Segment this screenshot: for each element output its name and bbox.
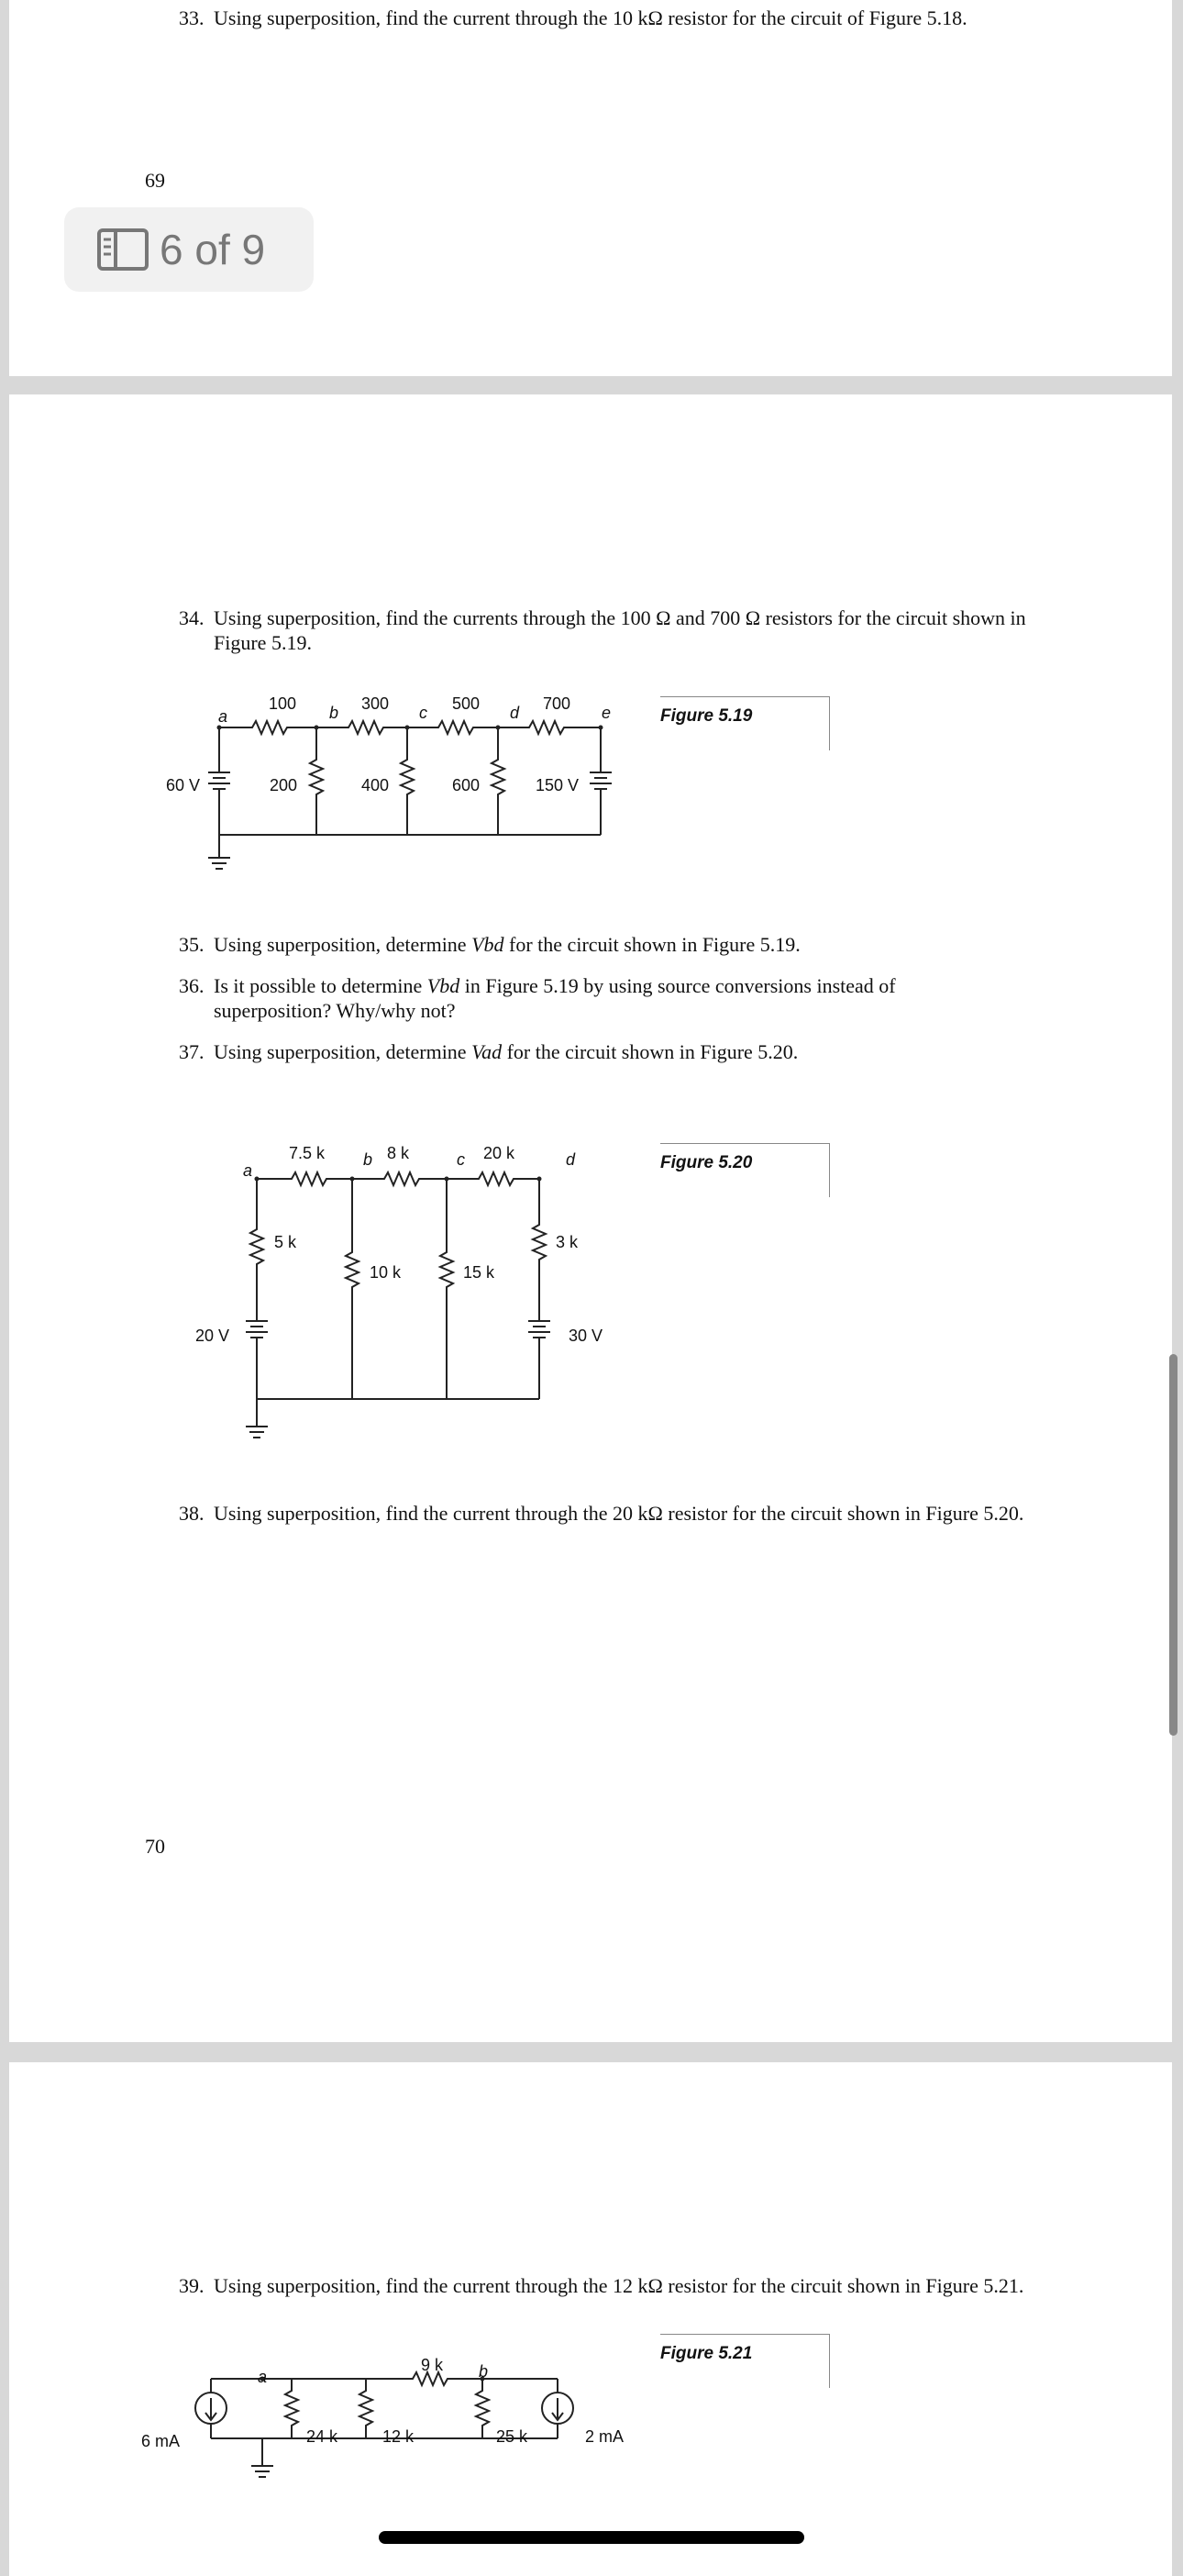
- home-indicator[interactable]: [379, 2531, 804, 2544]
- fig520-label-d: d: [566, 1150, 576, 1169]
- label-25k: 25 k: [496, 2427, 528, 2446]
- label-150v: 150 V: [536, 776, 580, 794]
- label-24k: 24 k: [306, 2427, 338, 2446]
- label-node-a: a: [218, 707, 228, 726]
- label-400: 400: [361, 776, 390, 794]
- fig521-label-a: a: [258, 2368, 268, 2386]
- fig521-resistor-25k: [476, 2379, 489, 2438]
- page-counter[interactable]: [64, 207, 314, 292]
- question-36: 36. Is it possible to determine Vbd in Figure 5.19 by using source conversions instead of superposition? Why/why not?: [179, 974, 896, 1022]
- label-700: 700: [543, 694, 571, 713]
- variable-vbd: Vbd: [471, 933, 504, 956]
- label-100: 100: [269, 694, 297, 713]
- variable-vad: Vad: [471, 1040, 503, 1063]
- label-node-c: c: [419, 704, 427, 722]
- source-60v: [208, 727, 601, 869]
- page-number: 70: [145, 1835, 165, 1858]
- arrow-down-icon: [205, 2398, 216, 2420]
- label-10k: 10 k: [370, 1263, 402, 1282]
- question-35: 35. Using superposition, determine Vbd for the circuit shown in Figure 5.19.: [179, 933, 801, 956]
- figure-5-19-circuit: [9, 394, 1172, 2042]
- label-500: 500: [452, 694, 481, 713]
- question-38: 38. Using superposition, find the current through the 20 kΩ resistor for the circuit shown in Figure 5.20.: [179, 1502, 1024, 1525]
- question-34: 34. Using superposition, find the currents through the 100 Ω and 700 Ω resistors for the circuit shown in Figure 5.19.: [179, 606, 1026, 654]
- label-9k: 9 k: [421, 2356, 444, 2374]
- top-resistor-chain: [219, 721, 601, 734]
- arrow-down-icon: [552, 2398, 563, 2420]
- fig521-label-b: b: [479, 2362, 489, 2381]
- figure-5-21-circuit: [9, 2062, 1172, 2576]
- sidebar-icon: [97, 228, 149, 271]
- fig520-top-chain: [257, 1172, 539, 1185]
- label-6ma: 6 mA: [141, 2432, 181, 2450]
- figure-5-19-caption: Figure 5.19: [660, 696, 830, 750]
- page-counter-label: 6 of 9: [160, 226, 266, 273]
- label-node-b: b: [329, 704, 339, 722]
- label-15k: 15 k: [463, 1263, 495, 1282]
- question-33: 33. Using superposition, find the current through the 10 kΩ resistor for the circuit of Figure 5.18.: [179, 6, 967, 29]
- figure-5-21-caption: Figure 5.21: [660, 2334, 830, 2388]
- label-node-d: d: [510, 704, 520, 722]
- fig520-left-branch: [246, 1179, 539, 1438]
- resistor-400: [401, 727, 414, 835]
- label-8k: 8 k: [387, 1144, 410, 1162]
- label-300: 300: [361, 694, 390, 713]
- label-node-e: e: [602, 704, 612, 722]
- fig520-label-a: a: [243, 1161, 253, 1180]
- document-page-69: [9, 0, 1172, 376]
- label-7-5k: 7.5 k: [289, 1144, 326, 1162]
- label-600: 600: [452, 776, 481, 794]
- resistor-600: [492, 727, 504, 835]
- label-3k: 3 k: [556, 1233, 579, 1251]
- fig520-resistor-15k: [440, 1179, 453, 1399]
- fig520-label-c: c: [457, 1150, 465, 1169]
- scrollbar[interactable]: [1169, 1354, 1177, 1736]
- figure-5-20-caption: Figure 5.20: [660, 1143, 830, 1197]
- fig520-resistor-10k: [346, 1179, 359, 1399]
- label-2ma: 2 mA: [585, 2427, 625, 2446]
- fig520-right-branch: [528, 1179, 550, 1399]
- resistor-200: [310, 727, 323, 835]
- fig520-label-b: b: [363, 1150, 373, 1169]
- document-page-70: [9, 394, 1172, 2042]
- question-37: 37. Using superposition, determine Vad for the circuit shown in Figure 5.20.: [179, 1040, 799, 1063]
- document-page-71: [9, 2062, 1172, 2576]
- label-5k: 5 k: [274, 1233, 297, 1251]
- label-30v: 30 V: [569, 1327, 603, 1345]
- page-number: 69: [145, 169, 165, 192]
- fig521-resistor-12k: [359, 2379, 372, 2438]
- label-60v: 60 V: [166, 776, 201, 794]
- variable-vbd: Vbd: [426, 974, 460, 997]
- label-20k: 20 k: [483, 1144, 515, 1162]
- label-200: 200: [270, 776, 298, 794]
- fig521-resistor-24k: [285, 2379, 298, 2438]
- label-12k: 12 k: [382, 2427, 415, 2446]
- question-39: 39. Using superposition, find the current through the 12 kΩ resistor for the circuit shown in Figure 5.21.: [179, 2274, 1024, 2297]
- source-150v: [590, 727, 612, 835]
- label-20v: 20 V: [195, 1327, 230, 1345]
